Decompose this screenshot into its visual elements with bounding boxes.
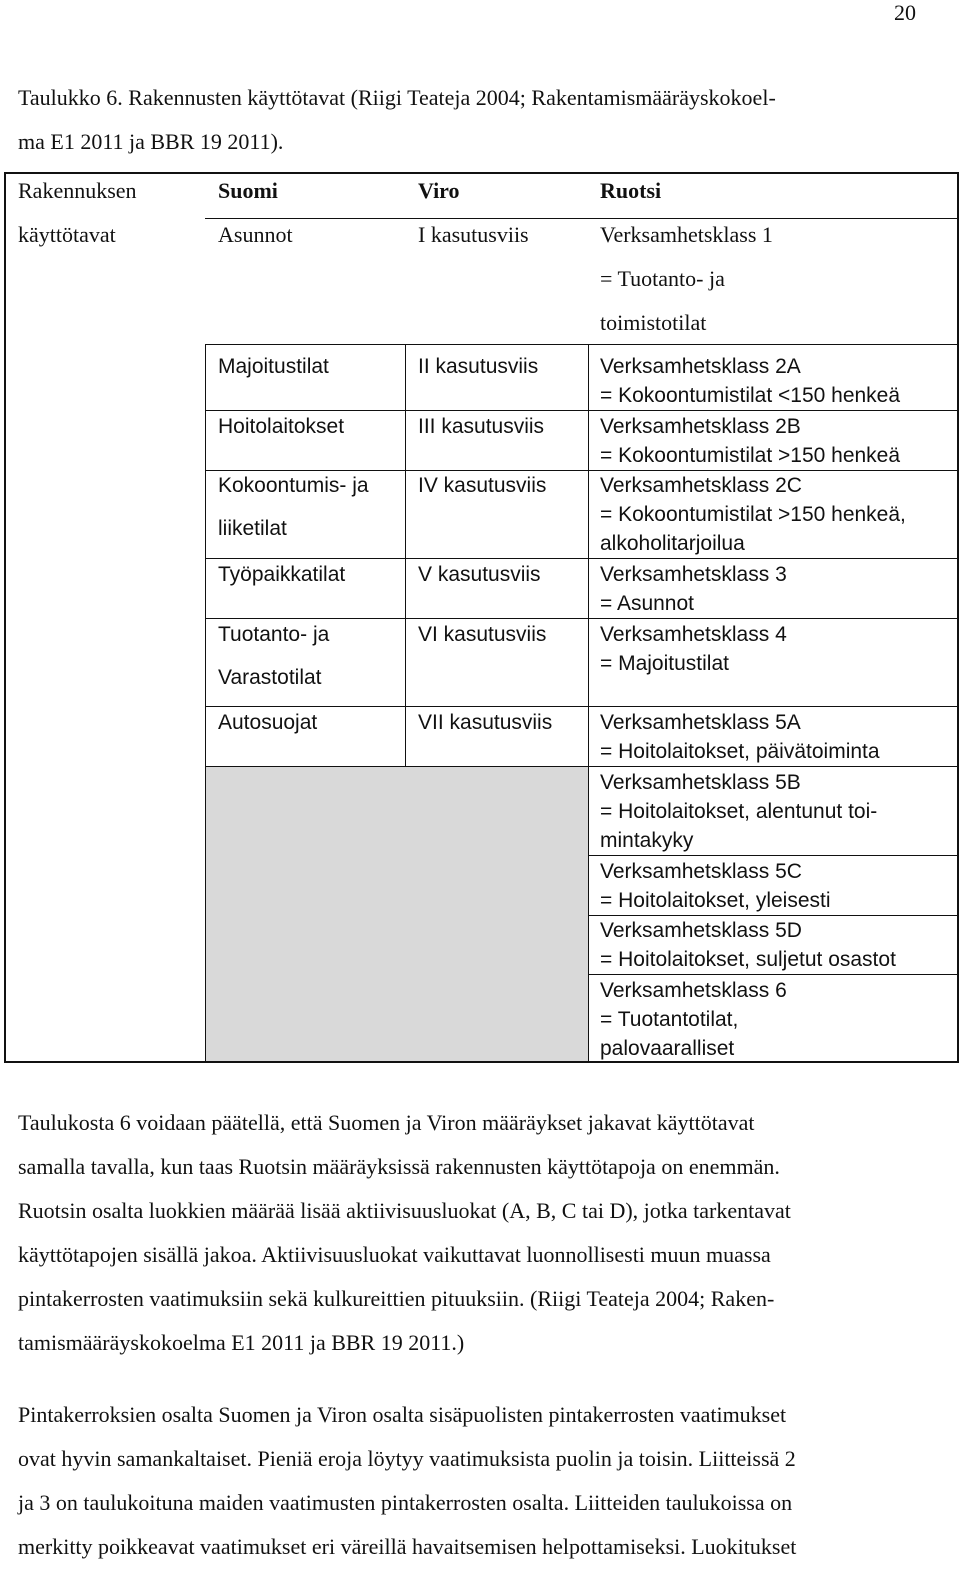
paragraph-line: käyttötapojen sisällä jakoa. Aktiivisuusluokat vaikuttavat luonnollisesti muun muassa	[18, 1242, 771, 1267]
row-divider-7	[205, 766, 959, 767]
cell-ruotsi-desc: = Hoitolaitokset, alentunut toi-	[600, 800, 878, 823]
col-divider-3	[588, 344, 589, 1063]
cell-ruotsi: Verksamhetsklass 5D	[600, 919, 802, 942]
cell-suomi: Hoitolaitokset	[218, 415, 345, 438]
cell-suomi-cont: liiketilat	[218, 517, 287, 540]
cell-viro: I kasutusviis	[418, 222, 529, 247]
cell-viro: IV kasutusviis	[418, 474, 547, 497]
cell-ruotsi-desc: = Tuotanto- ja	[600, 266, 725, 291]
cell-viro: V kasutusviis	[418, 563, 541, 586]
row-divider-4	[205, 558, 959, 559]
paragraph-line: ja 3 on taulukoituna maiden vaatimusten pintakerrosten osalta. Liitteiden taulukoissa on	[18, 1490, 793, 1515]
cell-ruotsi: Verksamhetsklass 4	[600, 623, 787, 646]
cell-suomi: Autosuojat	[218, 711, 318, 734]
row-divider-6	[205, 706, 959, 707]
cell-viro: VII kasutusviis	[418, 711, 553, 734]
cell-ruotsi-desc-cont: palovaaralliset	[600, 1037, 735, 1060]
table-caption: Taulukko 6. Rakennusten käyttötavat (Riigi Teateja 2004; Rakentamismääräyskokoel-	[18, 85, 776, 110]
cell-ruotsi: Verksamhetsklass 5A	[600, 711, 801, 734]
cell-ruotsi: Verksamhetsklass 3	[600, 563, 787, 586]
paragraph-line: pintakerrosten vaatimuksiin sekä kulkureittien pituuksiin. (Riigi Teateja 2004; Raken-	[18, 1286, 775, 1311]
row-divider-5	[205, 618, 959, 619]
header-col-usage-line2: käyttötavat	[18, 222, 116, 247]
cell-ruotsi-desc: = Majoitustilat	[600, 652, 729, 675]
body-paragraph-1	[18, 1101, 916, 1365]
cell-viro: II kasutusviis	[418, 355, 539, 378]
cell-ruotsi: Verksamhetsklass 2B	[600, 415, 801, 438]
cell-ruotsi-desc: = Kokoontumistilat >150 henkeä	[600, 444, 901, 467]
table-border-bottom	[4, 1061, 959, 1063]
cell-suomi-cont: Varastotilat	[218, 666, 322, 689]
row-divider-10	[588, 974, 959, 975]
paragraph-line: Ruotsin osalta luokkien määrää lisää aktiivisuusluokat (A, B, C tai D), jotka tarkentavat	[18, 1198, 791, 1223]
row-divider-2	[205, 410, 959, 411]
cell-ruotsi: Verksamhetsklass 2C	[600, 474, 802, 497]
cell-ruotsi-desc-cont: mintakyky	[600, 829, 694, 852]
col-divider-2	[405, 344, 406, 767]
cell-ruotsi: Verksamhetsklass 6	[600, 979, 787, 1002]
cell-ruotsi-desc: = Hoitolaitokset, päivätoiminta	[600, 740, 880, 763]
row-divider-1	[205, 344, 959, 345]
cell-ruotsi-desc: = Kokoontumistilat >150 henkeä,	[600, 503, 906, 526]
header-col-viro: Viro	[418, 178, 460, 203]
body-paragraph-2	[18, 1393, 916, 1569]
table-border-top	[4, 172, 959, 174]
cell-suomi: Tuotanto- ja	[218, 623, 330, 646]
paragraph-line: Taulukosta 6 voidaan päätellä, että Suomen ja Viron määräykset jakavat käyttötavat	[18, 1110, 755, 1135]
cell-ruotsi: Verksamhetsklass 2A	[600, 355, 801, 378]
cell-viro: VI kasutusviis	[418, 623, 547, 646]
cell-viro: III kasutusviis	[418, 415, 545, 438]
table-border-left	[4, 172, 6, 1063]
cell-ruotsi-desc: = Kokoontumistilat <150 henkeä	[600, 384, 901, 407]
paragraph-line: Pintakerroksien osalta Suomen ja Viron osalta sisäpuolisten pintakerrosten vaatimukset	[18, 1402, 787, 1427]
cell-suomi: Työpaikkatilat	[218, 563, 346, 586]
col-divider-1	[205, 344, 206, 1063]
table-caption-line2: ma E1 2011 ja BBR 19 2011).	[18, 129, 284, 154]
paragraph-line: merkitty poikkeavat vaatimukset eri väreillä havaitsemisen helpottamiseksi. Luokitukset	[18, 1534, 797, 1559]
cell-ruotsi: Verksamhetsklass 1	[600, 222, 773, 247]
row-divider-8	[588, 855, 959, 856]
paragraph-line: ovat hyvin samankaltaiset. Pieniä eroja löytyy vaatimuksista puolin ja toisin. Liitteissä 2	[18, 1446, 796, 1471]
cell-suomi: Kokoontumis- ja	[218, 474, 369, 497]
page-number: 20	[894, 0, 916, 25]
cell-suomi: Majoitustilat	[218, 355, 329, 378]
cell-ruotsi-desc-cont: toimistotilat	[600, 310, 707, 335]
cell-ruotsi-desc-cont: alkoholitarjoilua	[600, 532, 745, 555]
paragraph-line: tamismääräyskokoelma E1 2011 ja BBR 19 2011.)	[18, 1330, 465, 1355]
header-col-usage: Rakennuksen	[18, 178, 137, 203]
empty-merged-cell	[206, 767, 589, 1062]
cell-ruotsi-desc: = Asunnot	[600, 592, 694, 615]
header-col-ruotsi: Ruotsi	[600, 178, 662, 203]
paragraph-line: samalla tavalla, kun taas Ruotsin määräyksissä rakennusten käyttötapoja on enemmän.	[18, 1154, 780, 1179]
cell-ruotsi-desc: = Tuotantotilat,	[600, 1008, 739, 1031]
cell-suomi: Asunnot	[218, 222, 293, 247]
cell-ruotsi: Verksamhetsklass 5C	[600, 860, 802, 883]
header-col-suomi: Suomi	[218, 178, 278, 203]
cell-ruotsi-desc: = Hoitolaitokset, yleisesti	[600, 889, 831, 912]
cell-ruotsi-desc: = Hoitolaitokset, suljetut osastot	[600, 948, 896, 971]
header-divider	[205, 218, 959, 219]
cell-ruotsi: Verksamhetsklass 5B	[600, 771, 801, 794]
